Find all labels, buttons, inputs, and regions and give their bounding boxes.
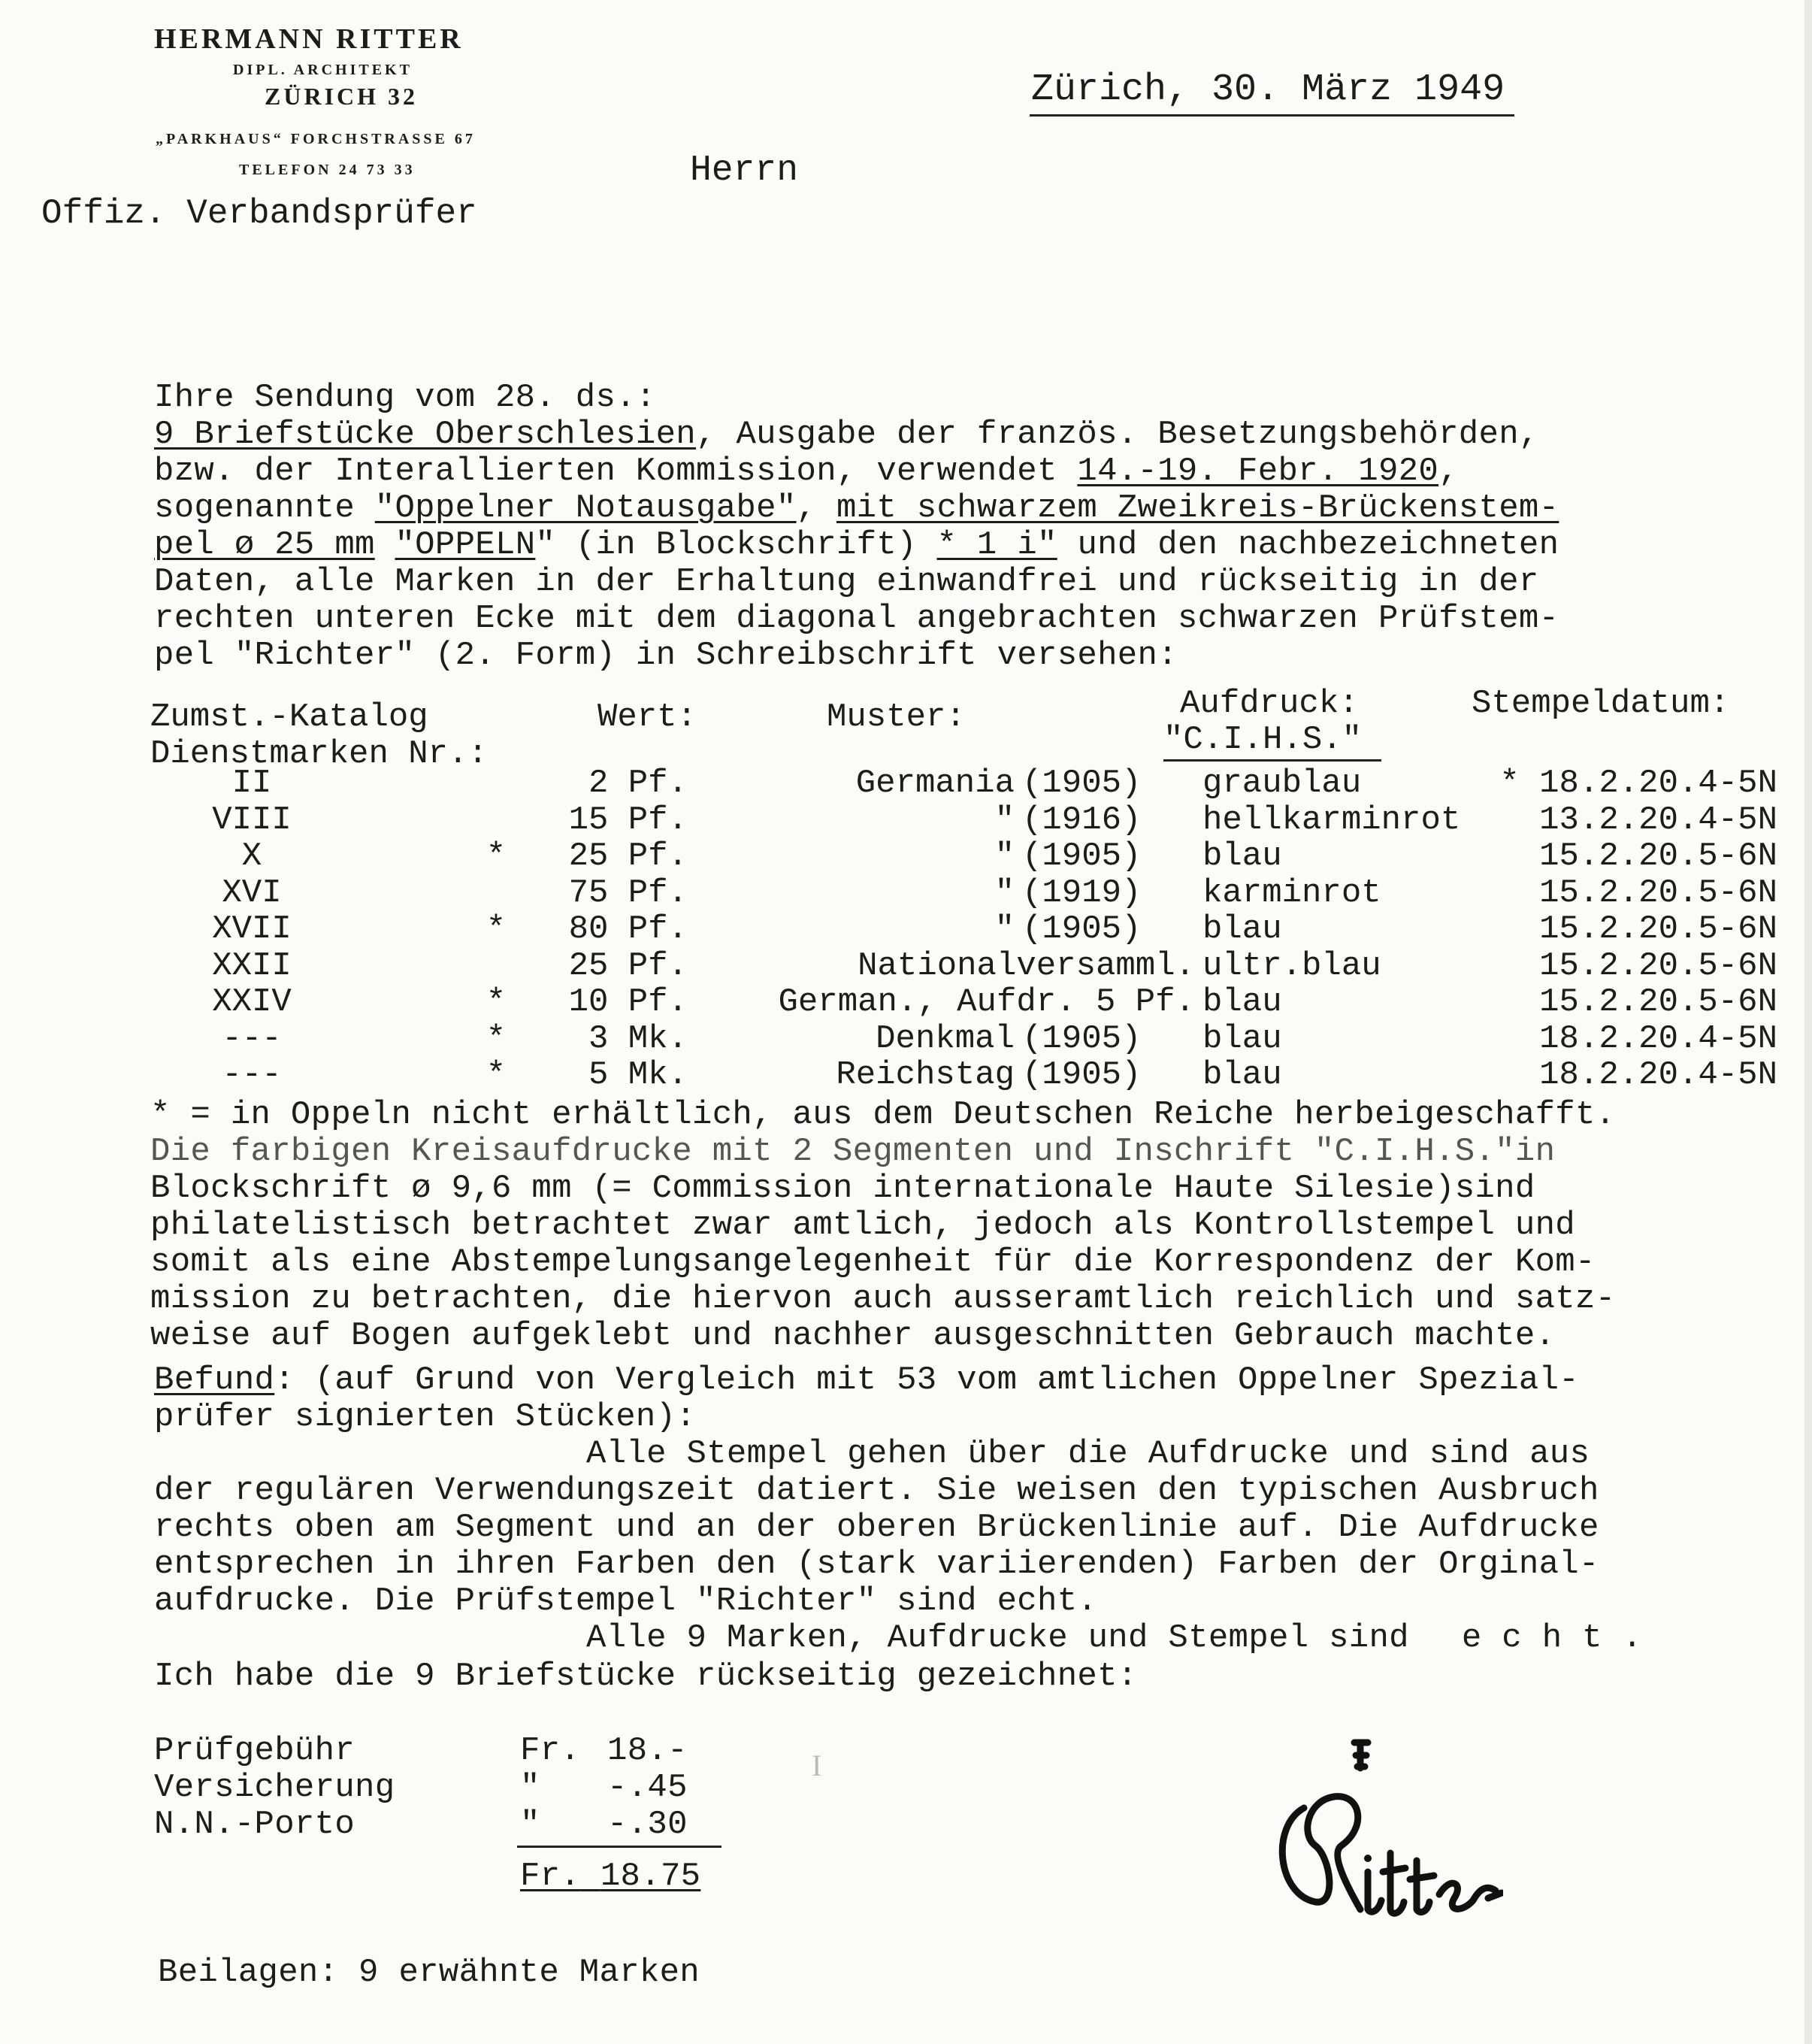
notes-line-3: Blockschrift ø 9,6 mm (= Commission internationale Haute Silesie)sind xyxy=(150,1170,1535,1207)
face-value: 2 Pf. xyxy=(588,765,688,802)
catalog-number: II xyxy=(231,765,272,802)
salutation: Herrn xyxy=(690,150,799,191)
header-overprint-2: "C.I.H.S." xyxy=(1163,721,1363,759)
design-pattern: German., Aufdr. 5 Pf. xyxy=(778,983,1195,1021)
header-overprint-1: Aufdruck: xyxy=(1180,685,1359,722)
design-year: (1905) xyxy=(1022,910,1142,948)
intro-line-6: Daten, alle Marken in der Erhaltung einwandfrei und rückseitig in der xyxy=(154,563,1539,601)
issue-name: "Oppelner Notausgabe" xyxy=(374,489,797,527)
overprint-color: blau xyxy=(1202,837,1282,875)
findings-line-9: Ich habe die 9 Briefstücke rückseitig gezeichnet: xyxy=(154,1658,1138,1695)
fee-label-postage: N.N.-Porto xyxy=(154,1806,355,1843)
notes-line-6: mission zu betrachten, die hiervon auch ausseramtlich reichlich und satz- xyxy=(150,1280,1616,1318)
face-value: 80 Pf. xyxy=(568,910,688,948)
catalog-number: X xyxy=(241,837,262,875)
overprint-underline xyxy=(1163,759,1381,762)
date-line: Zürich, 30. März 1949 xyxy=(1031,68,1505,111)
findings-line-7: aufdrucke. Die Prüfstempel "Richter" sind echt. xyxy=(154,1582,1098,1620)
findings-line-5: rechts oben am Segment und an der oberen Brückenlinie auf. Die Aufdrucke xyxy=(154,1509,1599,1546)
fee-amount-postage: -.30 xyxy=(607,1806,688,1843)
findings-line-8 xyxy=(586,1620,1642,1658)
face-value: 10 Pf. xyxy=(568,983,688,1021)
cancel-date: 15.2.20.5-6N xyxy=(1539,910,1777,948)
notes-line-7: weise auf Bogen aufgeklebt und nachher ausgeschnitten Gebrauch machte. xyxy=(150,1317,1556,1355)
overprint-color: blau xyxy=(1202,1019,1282,1058)
findings-line-1-rest: : (auf Grund von Vergleich mit 53 vom amtlichen Oppelner Spezial- xyxy=(274,1361,1580,1399)
margin-mark: I xyxy=(812,1749,822,1782)
fee-prefix-exam: Fr. xyxy=(520,1732,581,1770)
cancel-date: 18.2.20.4-5N xyxy=(1539,1019,1777,1058)
findings-line-3: Alle Stempel gehen über die Aufdrucke und sind aus xyxy=(586,1435,1590,1473)
design-pattern: " xyxy=(994,910,1015,948)
letterhead-name: HERMANN RITTER xyxy=(154,23,464,55)
notes-line-5: somit als eine Abstempelungsangelegenheit für die Korrespondenz der Kom- xyxy=(150,1243,1596,1281)
notes-line-4: philatelistisch betrachtet zwar amtlich, jedoch als Kontrollstempel und xyxy=(150,1207,1576,1244)
face-value: 75 Pf. xyxy=(568,874,688,912)
header-pattern: Muster: xyxy=(827,698,966,736)
intro-line-5-end: und den nachbezeichneten xyxy=(1057,526,1559,564)
cancel-description: mit schwarzem Zweikreis-Brückenstem- xyxy=(836,489,1559,527)
intro-line-3 xyxy=(154,453,1459,491)
catalog-number: --- xyxy=(222,1019,282,1058)
findings-line-2: prüfer signierten Stücken): xyxy=(154,1398,697,1436)
fee-total-prefix: Fr. xyxy=(520,1858,581,1895)
recipient: Offiz. Verbandsprüfer xyxy=(41,194,477,233)
design-year: (1905) xyxy=(1022,1056,1142,1094)
notes-line-1: * = in Oppeln nicht erhältlich, aus dem Deutschen Reiche herbeigeschafft. xyxy=(150,1096,1616,1134)
fee-label-exam: Prüfgebühr xyxy=(154,1732,355,1770)
cancel-date: 13.2.20.4-5N xyxy=(1539,801,1777,839)
intro-line-4 xyxy=(154,490,1559,528)
not-available-marker: * xyxy=(486,983,507,1021)
intro-line-8: pel "Richter" (2. Form) in Schreibschrift versehen: xyxy=(154,637,1178,674)
design-year: (1905) xyxy=(1022,837,1142,875)
overprint-color: graublau xyxy=(1202,765,1362,802)
cancel-diameter: pel ø 25 mm xyxy=(154,526,375,564)
intro-line-1: Ihre Sendung vom 28. ds.: xyxy=(154,379,656,416)
fee-total-line xyxy=(520,1858,700,1896)
usage-date-range: 14.-19. Febr. 1920 xyxy=(1077,453,1439,490)
not-available-marker: * xyxy=(486,837,507,875)
fee-prefix-insurance: " xyxy=(520,1769,540,1806)
fee-amount-insurance: -.45 xyxy=(607,1769,688,1806)
face-value: 3 Mk. xyxy=(588,1019,688,1058)
findings-line-6: entsprechen in ihren Farben den (stark variierenden) Farben der Orginal- xyxy=(154,1546,1599,1583)
design-pattern: Nationalversamml. xyxy=(858,946,1195,985)
not-available-marker: * xyxy=(486,910,507,948)
face-value: 15 Pf. xyxy=(568,801,688,839)
catalog-number: XVII xyxy=(212,910,292,948)
handwritten-signature xyxy=(1263,1722,1503,1947)
intro-line-2-rest: , Ausgabe der französ. Besetzungsbehörden, xyxy=(696,416,1539,453)
fee-label-insurance: Versicherung xyxy=(154,1769,395,1806)
overprint-color: blau xyxy=(1202,983,1282,1021)
not-available-marker: * xyxy=(486,1056,507,1094)
enclosures: Beilagen: 9 erwähnte Marken xyxy=(158,1954,700,1991)
design-pattern: " xyxy=(994,801,1015,839)
design-pattern: " xyxy=(994,874,1015,912)
header-value: Wert: xyxy=(597,698,697,736)
design-year: (1905) xyxy=(1022,1019,1142,1058)
verdict-text: Alle 9 Marken, Aufdrucke und Stempel sind xyxy=(586,1619,1409,1657)
intro-line-4-start: sogenannte xyxy=(154,489,375,527)
fee-prefix-postage: " xyxy=(520,1806,540,1843)
letterhead-title: DIPL. ARCHITEKT xyxy=(233,62,413,78)
catalog-number: XXIV xyxy=(212,983,292,1021)
intro-line-5 xyxy=(154,527,1559,565)
letterhead-city: ZÜRICH 32 xyxy=(265,83,419,110)
verdict-genuine: e c h t . xyxy=(1461,1619,1643,1657)
fee-sum-rule xyxy=(517,1846,721,1848)
page-edge xyxy=(1804,0,1812,2044)
overprint-color: ultr.blau xyxy=(1202,946,1381,985)
cancel-town: "OPPELN xyxy=(395,526,536,564)
face-value: 25 Pf. xyxy=(568,946,688,985)
catalog-number: XVI xyxy=(222,874,282,912)
face-value: 5 Mk. xyxy=(588,1056,688,1094)
header-catalog-2: Dienstmarken Nr.: xyxy=(150,735,488,773)
intro-line-4-sep: , xyxy=(796,489,836,527)
intro-line-3-end: , xyxy=(1438,453,1459,490)
intro-line-5-mid: " (in Blockschrift) xyxy=(535,526,937,564)
face-value: 25 Pf. xyxy=(568,837,688,875)
cancel-date: 15.2.20.5-6N xyxy=(1539,874,1777,912)
notes-line-2: Die farbigen Kreisaufdrucke mit 2 Segmenten und Inschrift "C.I.H.S."in xyxy=(150,1133,1556,1170)
overprint-color: blau xyxy=(1202,1056,1282,1094)
design-pattern: " xyxy=(994,837,1015,875)
cancel-date: 18.2.20.4-5N xyxy=(1539,1056,1777,1094)
cancel-date: 15.2.20.5-6N xyxy=(1539,983,1777,1021)
design-year: (1905) xyxy=(1022,765,1142,802)
catalog-number: XXII xyxy=(212,946,292,985)
overprint-color: hellkarminrot xyxy=(1202,801,1461,839)
not-available-marker: * xyxy=(486,1019,507,1058)
header-date: Stempeldatum: xyxy=(1472,685,1730,722)
cancel-date: 15.2.20.5-6N xyxy=(1539,946,1777,985)
item-count: 9 Briefstücke Oberschlesien xyxy=(154,416,697,453)
findings-line-1 xyxy=(154,1362,1579,1400)
intro-line-3-start: bzw. der Interallierten Kommission, verwendet xyxy=(154,453,1078,490)
design-year: (1919) xyxy=(1022,874,1142,912)
date-underline xyxy=(1030,114,1514,117)
fee-amount-exam: 18.- xyxy=(607,1732,688,1770)
design-pattern: Denkmal xyxy=(876,1019,1015,1058)
design-pattern: Reichstag xyxy=(836,1056,1015,1094)
overprint-color: karminrot xyxy=(1202,874,1381,912)
letterhead-phone: TELEFON 24 73 33 xyxy=(239,162,416,178)
cancel-date: 15.2.20.5-6N xyxy=(1539,837,1777,875)
intro-line-7: rechten unteren Ecke mit dem diagonal angebrachten schwarzen Prüfstem- xyxy=(154,600,1559,637)
letterhead-address: „PARKHAUS“ FORCHSTRASSE 67 xyxy=(156,131,476,147)
design-year: (1916) xyxy=(1022,801,1142,839)
findings-line-4: der regulären Verwendungszeit datiert. Sie weisen den typischen Ausbruch xyxy=(154,1472,1599,1510)
overprint-color: blau xyxy=(1202,910,1282,948)
intro-line-5-space xyxy=(375,526,395,564)
catalog-number: --- xyxy=(222,1056,282,1094)
header-catalog-1: Zumst.-Katalog xyxy=(150,698,428,736)
cancel-code: * 1 i" xyxy=(936,526,1057,564)
cancel-date: * 18.2.20.4-5N xyxy=(1499,765,1777,802)
findings-label: Befund xyxy=(154,1361,275,1399)
design-pattern: Germania xyxy=(855,765,1015,802)
catalog-number: VIII xyxy=(212,801,292,839)
fee-total-amount: 18.75 xyxy=(600,1858,701,1895)
intro-line-2 xyxy=(154,416,1539,454)
